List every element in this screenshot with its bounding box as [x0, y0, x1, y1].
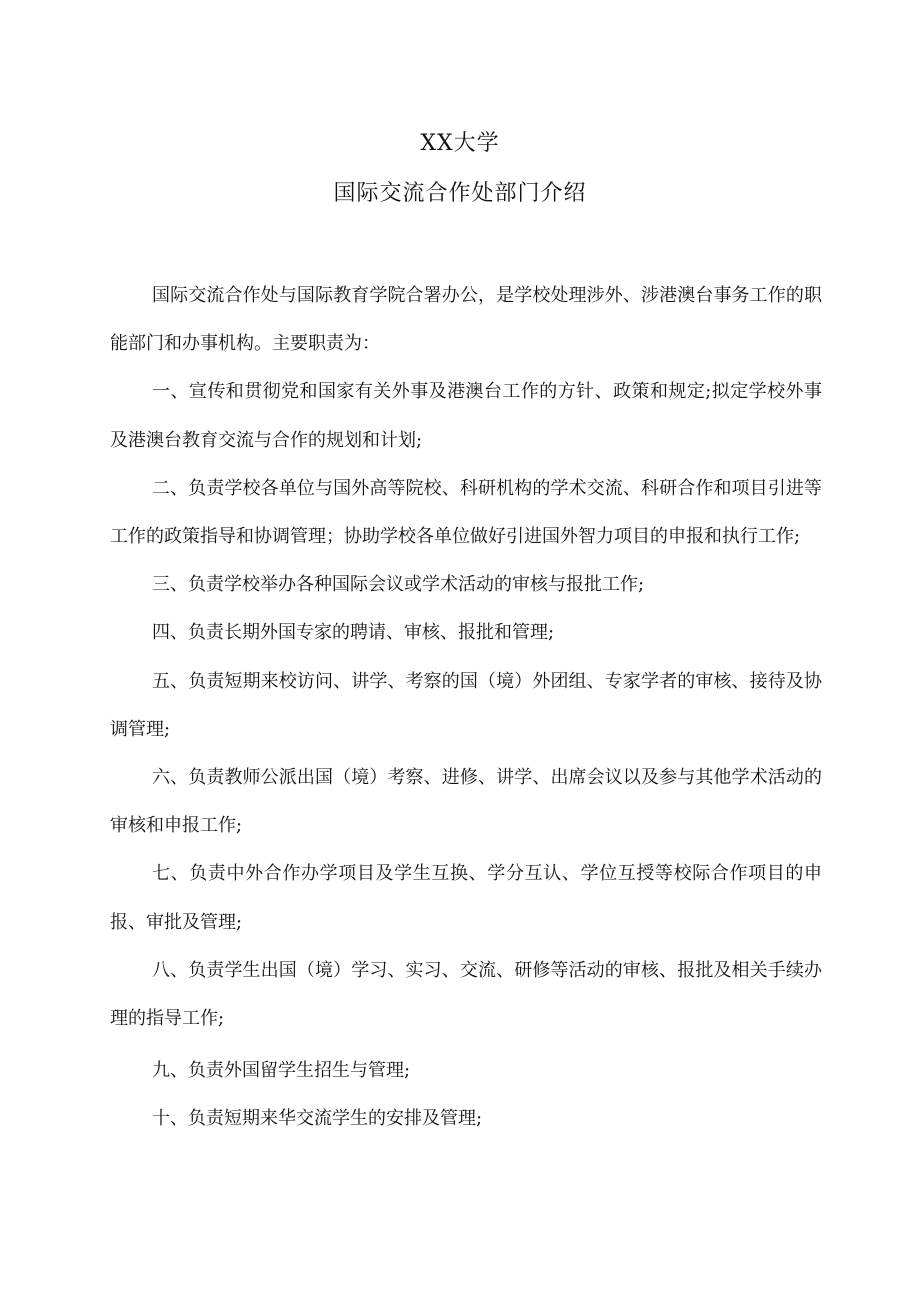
duty-paragraph-7: 七、负责中外合作办学项目及学生互换、学分互认、学位互授等校际合作项目的申报、审批及管理; [110, 863, 822, 933]
duty-paragraph-5: 五、负责短期来校访问、讲学、考察的国（境）外团组、专家学者的审核、接待及协调管理; [110, 670, 822, 740]
duty-paragraph-3: 三、负责学校举办各种国际会议或学术活动的审核与报批工作; [152, 574, 645, 596]
duty-paragraph-4: 四、负责长期外国专家的聘请、审核、报批和管理; [152, 622, 555, 644]
document-title: XX大学 [420, 131, 500, 156]
title-block [0, 128, 920, 210]
duty-paragraph-9: 九、负责外国留学生招生与管理; [152, 1060, 411, 1082]
duty-paragraph-1: 一、宣传和贯彻党和国家有关外事及港澳台工作的方针、政策和规定;拟定学校外事及港澳台教育交流与合作的规划和计划; [110, 381, 822, 451]
document-subtitle: 国际交流合作处部门介绍 [333, 181, 587, 206]
duty-paragraph-8: 八、负责学生出国（境）学习、实习、交流、研修等活动的审核、报批及相关手续办理的指导工作; [110, 959, 822, 1030]
duty-paragraph-10: 十、负责短期来华交流学生的安排及管理; [152, 1108, 483, 1130]
duty-paragraph-6: 六、负责教师公派出国（境）考察、进修、讲学、出席会议以及参与其他学术活动的审核和申报工作; [110, 767, 822, 837]
document-body [110, 272, 822, 1144]
intro-paragraph: 国际交流合作处与国际教育学院合署办公，是学校处理涉外、涉港澳台事务工作的职能部门和办事机构。主要职责为： [110, 285, 822, 355]
duty-paragraph-2: 二、负责学校各单位与国外高等院校、科研机构的学术交流、科研合作和项目引进等工作的政策指导和协调管理；协助学校各单位做好引进国外智力项目的申报和执行工作; [110, 477, 822, 548]
